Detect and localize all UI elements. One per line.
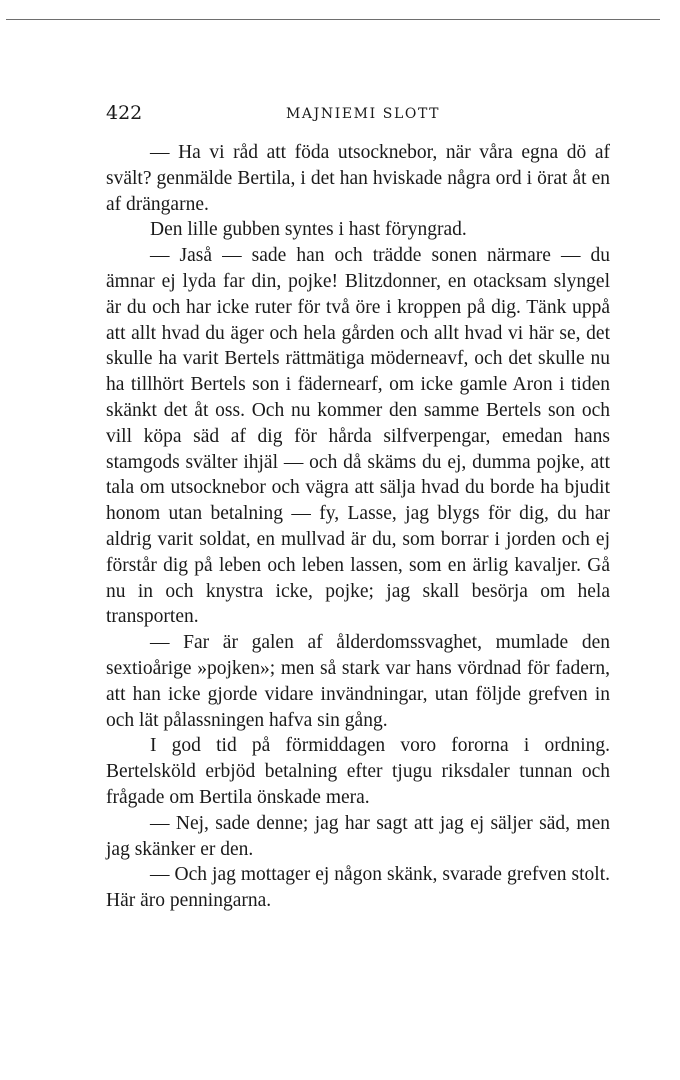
top-rule [6, 19, 660, 20]
paragraph: — Ha vi råd att föda utsocknebor, när våra egna dö af svält? genmälde Bertila, i det han hviskade några ord i örat åt en af drängarne. [106, 142, 610, 215]
paragraph: I god tid på förmiddagen voro fororna i ordning. Bertelsköld erbjöd betalning efter tjugu riksdaler tunnan och frågade om Bertila önskade mera. [106, 735, 610, 808]
running-title: MAJNIEMI SLOTT [286, 106, 441, 122]
paragraph: — Far är galen af ålderdomssvaghet, mumlade den sextioårige »pojken»; men så stark var hans vördnad för fadern, att han icke gjorde vidare invändningar, utan följde grefven in och lät pålassningen hafva sin gång. [106, 632, 610, 731]
paragraph: — Jaså — sade han och trädde sonen närmare — du ämnar ej lyda far din, pojke! Blitzdonner, en otacksam slyngel är du och har icke ruter för två öre i kroppen på dig. Tänk uppå att allt hvad du äger och hela gården och allt hvad vi här se, det skulle ha varit Bertels rättmätiga möderneavf, och det skulle nu ha tillhört Bertels son i fädernearf, om icke gamle Aron i tiden skänkt det åt oss. Och nu kommer den samme Bertels son och vill köpa säd af dig för hårda silfverpengar, emedan hans stamgods svälter ihjäl — och då skäms du ej, dumma pojke, att tala om utsocknebor och vägra att sälja hvad du borde ha bjudit honom utan betalning — fy, Lasse, jag blygs för dig, du har aldrig varit soldat, en mullvad är du, som borrar i jorden och ej förstår dig på leben och leben lassen, som en ärlig kavaljer. Gå nu in och knystra icke, pojke; jag skall besörja om hela transporten. [106, 245, 610, 628]
page-number: 422 [106, 102, 143, 124]
paragraph: — Och jag mottager ej någon skänk, svarade grefven stolt. Här äro penningarna. [106, 864, 610, 912]
paragraph: Den lille gubben syntes i hast föryngrad. [150, 219, 467, 241]
page-header [106, 100, 610, 126]
paragraph: — Nej, sade denne; jag har sagt att jag ej säljer säd, men jag skänker er den. [106, 812, 610, 860]
body-text [106, 140, 610, 914]
